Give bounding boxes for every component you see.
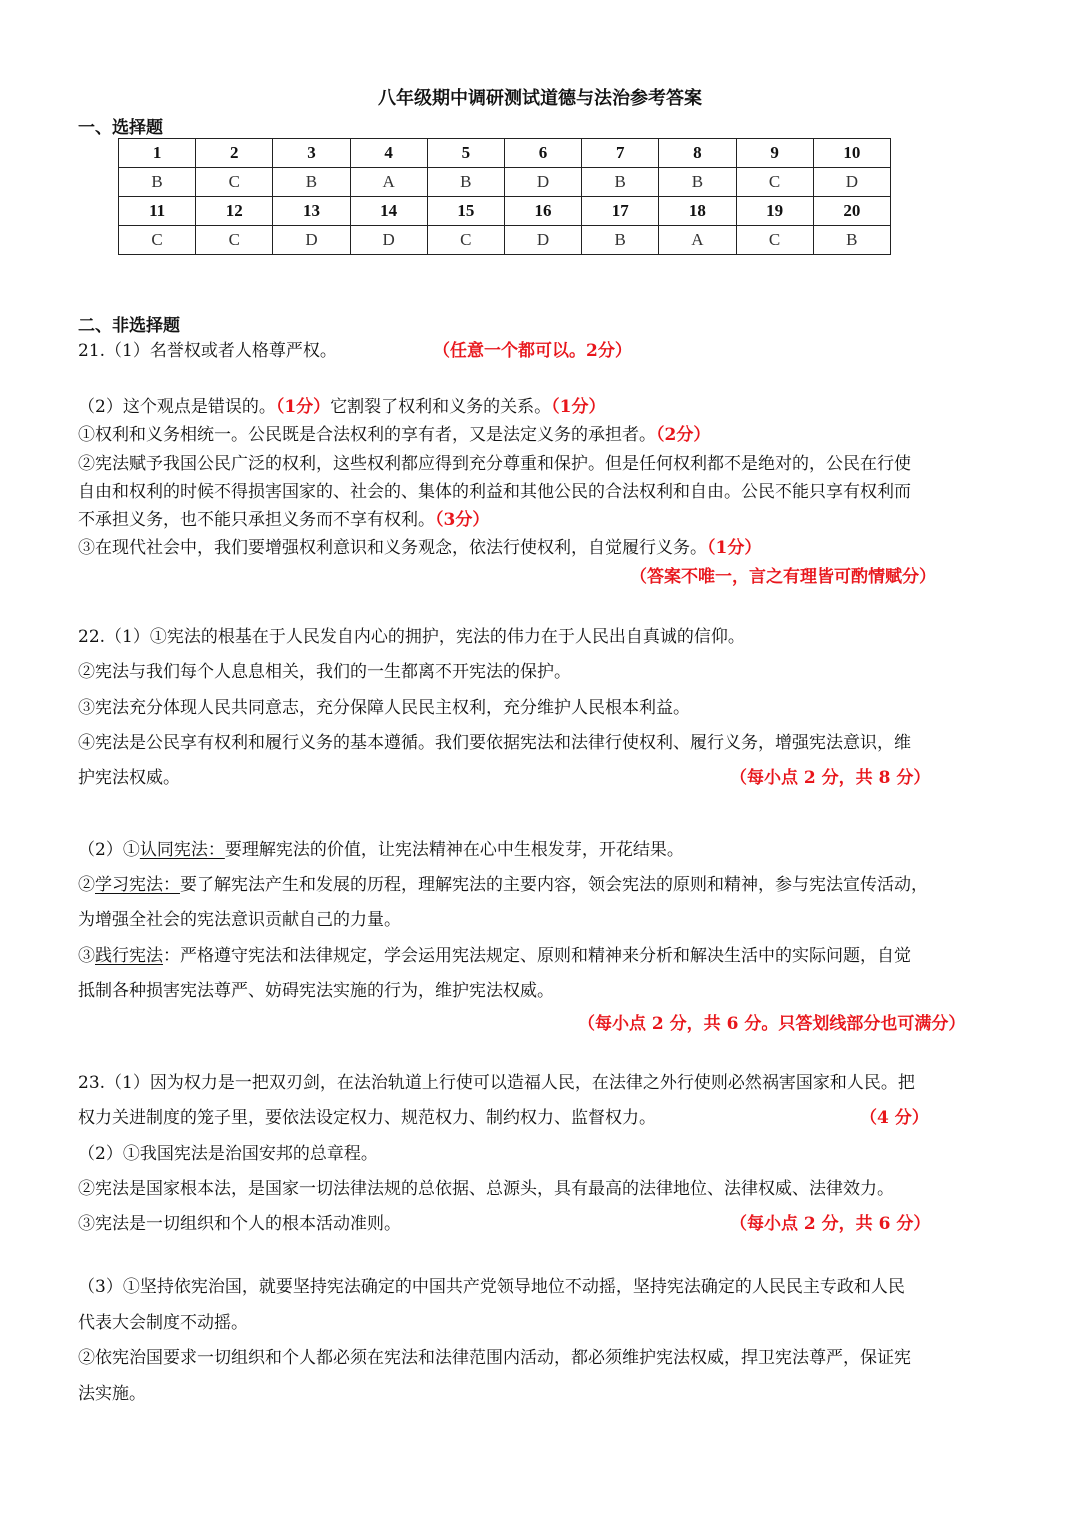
- section-heading-choice: 一、选择题: [78, 118, 163, 138]
- answer-table: [118, 138, 891, 255]
- answer-text: ：严格遵守宪法和法律规定，学会运用宪法规定、原则和精神来分析和解决生活中的实际问题，自觉: [163, 946, 911, 966]
- table-cell: C: [736, 226, 813, 255]
- q21-note: （答案不唯一，言之有理皆可酌情赋分）: [630, 567, 936, 587]
- table-cell: 4: [350, 139, 427, 168]
- table-cell: D: [504, 168, 581, 197]
- table-cell: C: [119, 226, 196, 255]
- q22-part1-line1: 22.（1）①宪法的根基在于人民发自内心的拥护，宪法的伟力在于人民出自真诚的信仰。: [78, 627, 745, 647]
- answer-text: ①权利和义务相统一。公民既是合法权利的享有者，又是法定义务的承担者。: [78, 425, 656, 445]
- q23-part1-line2: 权力关进制度的笼子里，要依法设定权力、规范权力、制约权力、监督权力。: [78, 1108, 656, 1128]
- table-cell: 11: [119, 197, 196, 226]
- table-cell: C: [736, 168, 813, 197]
- table-cell: 2: [196, 139, 273, 168]
- table-cell: C: [427, 226, 504, 255]
- q21-point-2-end: [78, 508, 489, 532]
- q23-part3-line4: 法实施。: [78, 1384, 146, 1404]
- q22-part1-line4: ④宪法是公民享有权利和履行义务的基本遵循。我们要依据宪法和法律行使权利、履行义务，增强宪法意识，维: [78, 733, 911, 753]
- underlined-keyword: 学习宪法：: [95, 875, 180, 895]
- table-row: [119, 226, 891, 255]
- table-cell: 9: [736, 139, 813, 168]
- table-cell: B: [659, 168, 736, 197]
- table-cell: 18: [659, 197, 736, 226]
- table-cell: 3: [273, 139, 350, 168]
- score-label: （2分）: [656, 425, 711, 445]
- answer-text: 不承担义务，也不能只承担义务而不享有权利。: [78, 510, 435, 530]
- table-cell: C: [196, 226, 273, 255]
- q23-part1-line1: 23.（1）因为权力是一把双刃剑，在法治轨道上行使可以造福人民，在法律之外行使则必然祸害国家和人民。把: [78, 1073, 915, 1093]
- page-title: 八年级期中调研测试道德与法治参考答案: [378, 88, 702, 109]
- table-row: [119, 139, 891, 168]
- q22-part2-line4: [78, 944, 911, 968]
- q23-part2-line1: （2）①我国宪法是治国安邦的总章程。: [78, 1144, 378, 1164]
- table-cell: D: [273, 226, 350, 255]
- table-cell: 16: [504, 197, 581, 226]
- q22-part1-line3: ③宪法充分体现人民共同意志，充分保障人民民主权利，充分维护人民根本利益。: [78, 698, 690, 718]
- q21-point-1: [78, 423, 710, 447]
- table-cell: 8: [659, 139, 736, 168]
- table-cell: 6: [504, 139, 581, 168]
- answer-text: ②: [78, 875, 95, 895]
- table-cell: 5: [427, 139, 504, 168]
- answer-text: ③在现代社会中，我们要增强权利意识和义务观念，依法行使权利，自觉履行义务。: [78, 538, 707, 558]
- q23-part3-line2: 代表大会制度不动摇。: [78, 1313, 248, 1333]
- table-cell: A: [659, 226, 736, 255]
- q21-part1-score: （任意一个都可以。2分）: [433, 341, 632, 361]
- table-cell: 17: [582, 197, 659, 226]
- answer-text: ③: [78, 946, 95, 966]
- table-cell: 14: [350, 197, 427, 226]
- q21-part2-text: （2）这个观点是错误的。: [78, 397, 276, 417]
- table-cell: 10: [813, 139, 890, 168]
- table-cell: 1: [119, 139, 196, 168]
- q21-point-2: ②宪法赋予我国公民广泛的权利，这些权利都应得到充分尊重和保护。但是任何权利都不是绝对的，公民在行使: [78, 454, 911, 474]
- table-row: [119, 197, 891, 226]
- q21-point-3: [78, 536, 761, 560]
- table-cell: B: [582, 168, 659, 197]
- section-heading-nonchoice: 二、非选择题: [78, 316, 180, 336]
- score-label: （1分）: [707, 538, 762, 558]
- table-cell: C: [196, 168, 273, 197]
- q21-part2-text: 它割裂了权利和义务的关系。: [330, 397, 552, 417]
- table-cell: B: [582, 226, 659, 255]
- table-cell: B: [273, 168, 350, 197]
- q23-part2-score: （每小点 2 分，共 6 分）: [730, 1214, 931, 1234]
- answer-text: （2）①: [78, 840, 140, 860]
- table-cell: B: [119, 168, 196, 197]
- q21-part2-score: （1分）: [551, 397, 606, 417]
- q22-part1-line2: ②宪法与我们每个人息息相关，我们的一生都离不开宪法的保护。: [78, 662, 571, 682]
- q22-part1-score: （每小点 2 分，共 8 分）: [730, 768, 931, 788]
- score-label: （3分）: [435, 510, 490, 530]
- q23-part2-line2: ②宪法是国家根本法，是国家一切法律法规的总依据、总源头，具有最高的法律地位、法律权威、法律效力。: [78, 1179, 894, 1199]
- table-cell: 7: [582, 139, 659, 168]
- underlined-keyword: 践行宪法: [95, 946, 163, 966]
- answer-text: 要理解宪法的价值，让宪法精神在心中生根发芽，开花结果。: [224, 840, 684, 860]
- q21-part1-answer: 21.（1）名誉权或者人格尊严权。: [78, 341, 337, 361]
- table-cell: D: [813, 168, 890, 197]
- q22-part2-score: （每小点 2 分，共 6 分。只答划线部分也可满分）: [578, 1014, 966, 1034]
- table-cell: B: [427, 168, 504, 197]
- table-cell: 12: [196, 197, 273, 226]
- q21-part2-line: [78, 395, 606, 419]
- table-cell: A: [350, 168, 427, 197]
- answer-text: 要了解宪法产生和发展的历程，理解宪法的主要内容，领会宪法的原则和精神，参与宪法宣传活动，: [180, 875, 928, 895]
- q22-part2-line3: 为增强全社会的宪法意识贡献自己的力量。: [78, 910, 401, 930]
- table-cell: 13: [273, 197, 350, 226]
- table-cell: D: [504, 226, 581, 255]
- underlined-keyword: 认同宪法：: [139, 840, 225, 860]
- table-cell: D: [350, 226, 427, 255]
- q22-part1-line5: 护宪法权威。: [78, 768, 180, 788]
- table-cell: 15: [427, 197, 504, 226]
- q22-part2-line5: 抵制各种损害宪法尊严、妨碍宪法实施的行为，维护宪法权威。: [78, 981, 554, 1001]
- q23-part2-line3: ③宪法是一切组织和个人的根本活动准则。: [78, 1214, 401, 1234]
- table-cell: 20: [813, 197, 890, 226]
- q22-part2-line2: [78, 873, 928, 897]
- table-cell: 19: [736, 197, 813, 226]
- q21-part2-score: （1分）: [275, 397, 331, 417]
- table-row: [119, 168, 891, 197]
- q21-point-2-cont: 自由和权利的时候不得损害国家的、社会的、集体的利益和其他公民的合法权利和自由。公民不能只享有权利而: [78, 482, 911, 502]
- q23-part3-line1: （3）①坚持依宪治国，就要坚持宪法确定的中国共产党领导地位不动摇，坚持宪法确定的人民民主专政和人民: [78, 1277, 905, 1297]
- q22-part2-line1: [78, 838, 684, 862]
- q23-part3-line3: ②依宪治国要求一切组织和个人都必须在宪法和法律范围内活动，都必须维护宪法权威，捍卫宪法尊严，保证宪: [78, 1348, 911, 1368]
- q23-part1-score: （4 分）: [860, 1108, 929, 1128]
- table-cell: B: [813, 226, 890, 255]
